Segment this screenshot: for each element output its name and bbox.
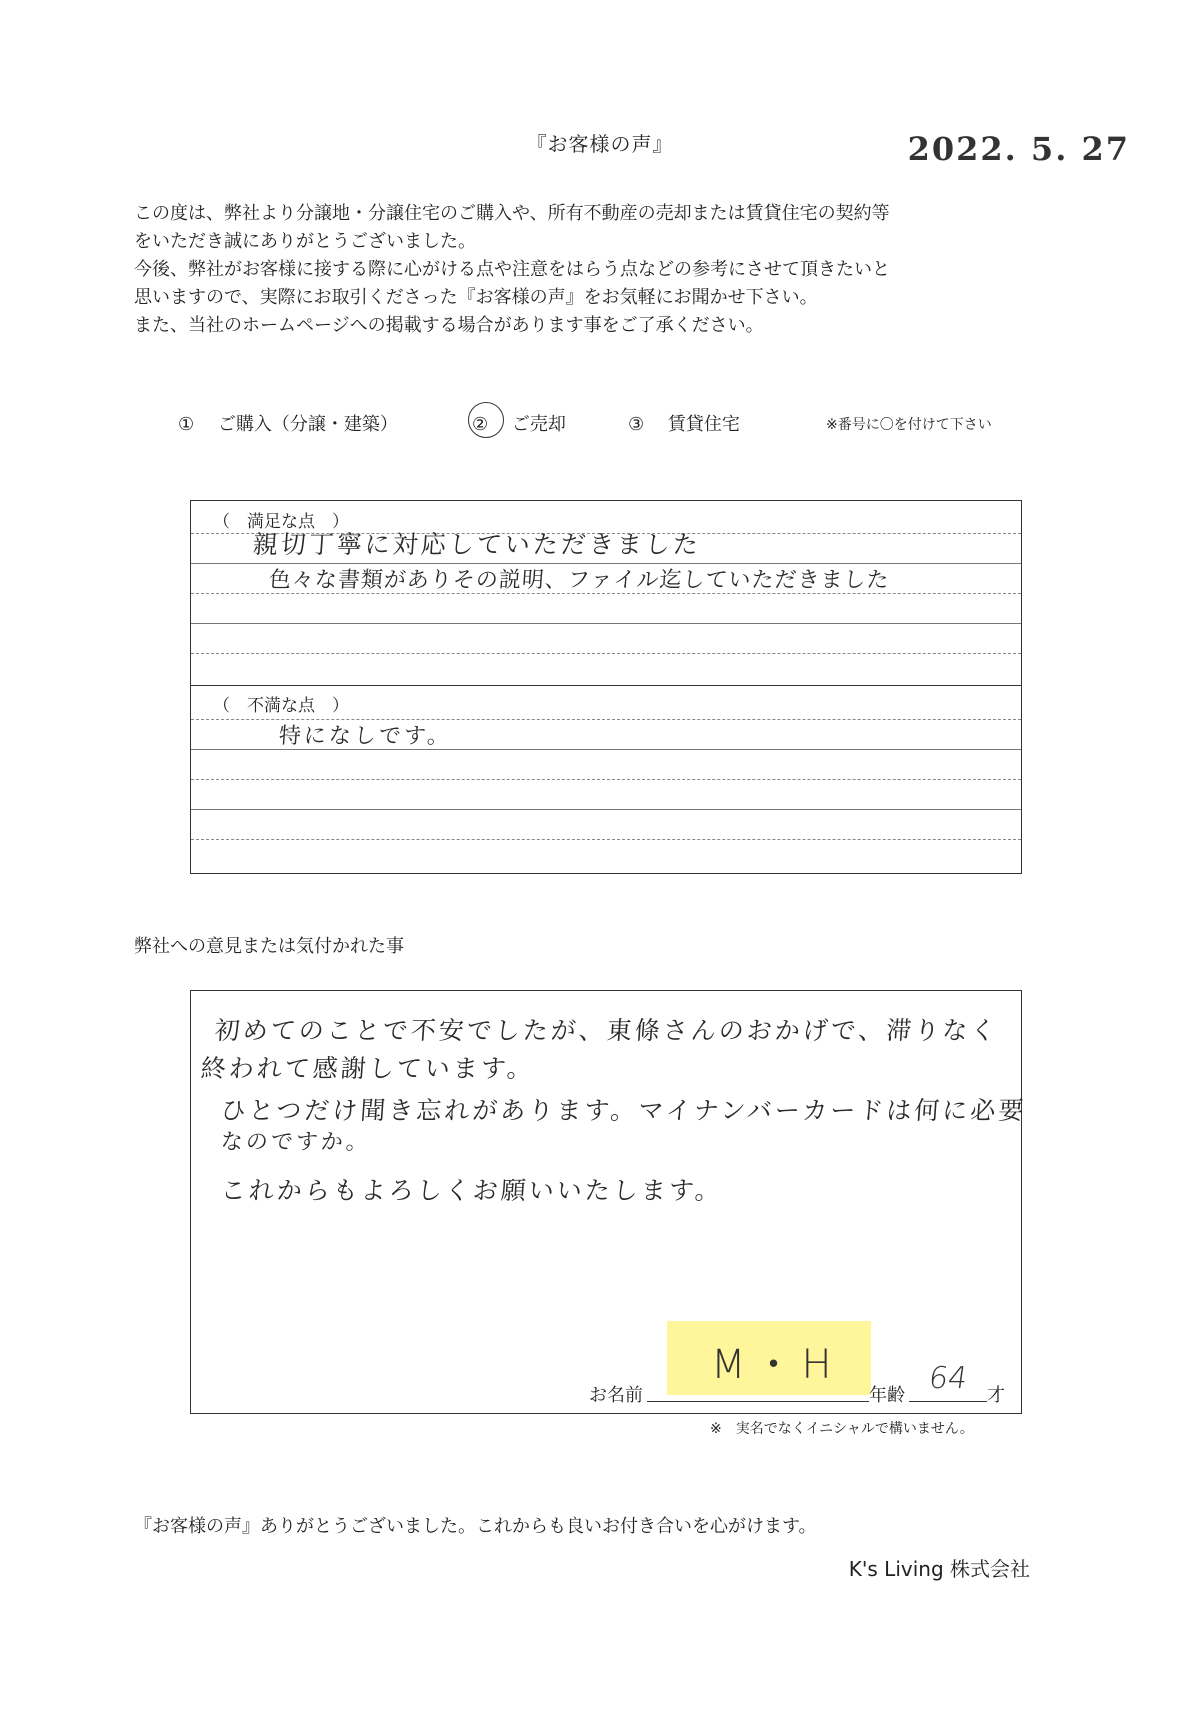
divider [191, 839, 1021, 840]
dissatisfied-label: （ 不満な点 ） [213, 696, 349, 716]
option-sale[interactable] [472, 410, 566, 436]
intro-line: この度は、弊社より分譲地・分譲住宅のご購入や、所有不動産の売却または賃貸住宅の契約等 [134, 203, 890, 224]
satisfied-comment: 色々な書類がありその説明、ファイル迄していただきました [267, 568, 891, 593]
handwritten-date: 2022. 5. 27 [907, 130, 1130, 168]
opinion-line: 終われて感謝しています。 [199, 1054, 536, 1083]
divider [191, 779, 1021, 780]
option-label: 賃貸住宅 [667, 414, 740, 435]
option-label: ご購入（分譲・建築） [217, 414, 398, 435]
closing-thanks: 『お客様の声』ありがとうございました。これからも良いお付き合いを心がけます。 [134, 1516, 817, 1537]
opinion-line: 初めてのことで不安でしたが、東條さんのおかげで、滞りなく [213, 1016, 1000, 1045]
opinion-line: なのですか。 [219, 1130, 372, 1155]
age-value: 64 [926, 1361, 970, 1396]
opinion-line: ひとつだけ聞き忘れがあります。マイナンバーカードは何に必要 [219, 1096, 1028, 1125]
opinion-heading: 弊社への意見または気付かれた事 [134, 936, 404, 957]
opinion-box [190, 990, 1028, 1414]
section-divider [191, 685, 1021, 686]
option-label: ご売却 [511, 414, 566, 435]
name-initials: M・H [711, 1342, 840, 1388]
age-label: 年齢 [869, 1385, 905, 1406]
option-number: ① [178, 414, 195, 435]
satisfied-comment: 親切丁寧に対応していただきました [251, 530, 702, 559]
feedback-box [190, 500, 1022, 874]
age-underline [909, 1401, 987, 1402]
name-label: お名前 [589, 1385, 643, 1406]
intro-line: また、当社のホームページへの掲載する場合があります事をご了承ください。 [134, 315, 764, 336]
page-title: 『お客様の声』 [526, 132, 674, 156]
option-note: ※番号に〇を付けて下さい [826, 417, 992, 433]
name-footnote: ※ 実名でなくイニシャルで構いません。 [710, 1421, 974, 1437]
option-number: ③ [628, 414, 645, 435]
intro-text [134, 200, 1074, 340]
intro-line: 今後、弊社がお客様に接する際に心がける点や注意をはらう点などの参考にさせて頂きたいと [134, 259, 890, 280]
intro-line: をいただき誠にありがとうございました。 [134, 231, 476, 252]
intro-line: 思いますので、実際にお取引くださった『お客様の声』をお気軽にお聞かせ下さい。 [134, 287, 818, 308]
dissatisfied-comment: 特になしです。 [277, 724, 453, 749]
option-purchase[interactable] [178, 410, 398, 436]
divider [191, 623, 1021, 624]
satisfied-label: （ 満足な点 ） [213, 512, 349, 532]
option-number: ② [472, 414, 489, 435]
age-unit: 才 [987, 1385, 1005, 1406]
name-underline [647, 1401, 869, 1402]
divider [191, 809, 1021, 810]
selection-circle [468, 402, 504, 438]
divider [191, 653, 1021, 654]
company-name: K's Living 株式会社 [848, 1557, 1030, 1581]
option-rental[interactable] [628, 410, 740, 436]
opinion-line: これからもよろしくお願いいたします。 [219, 1176, 724, 1205]
